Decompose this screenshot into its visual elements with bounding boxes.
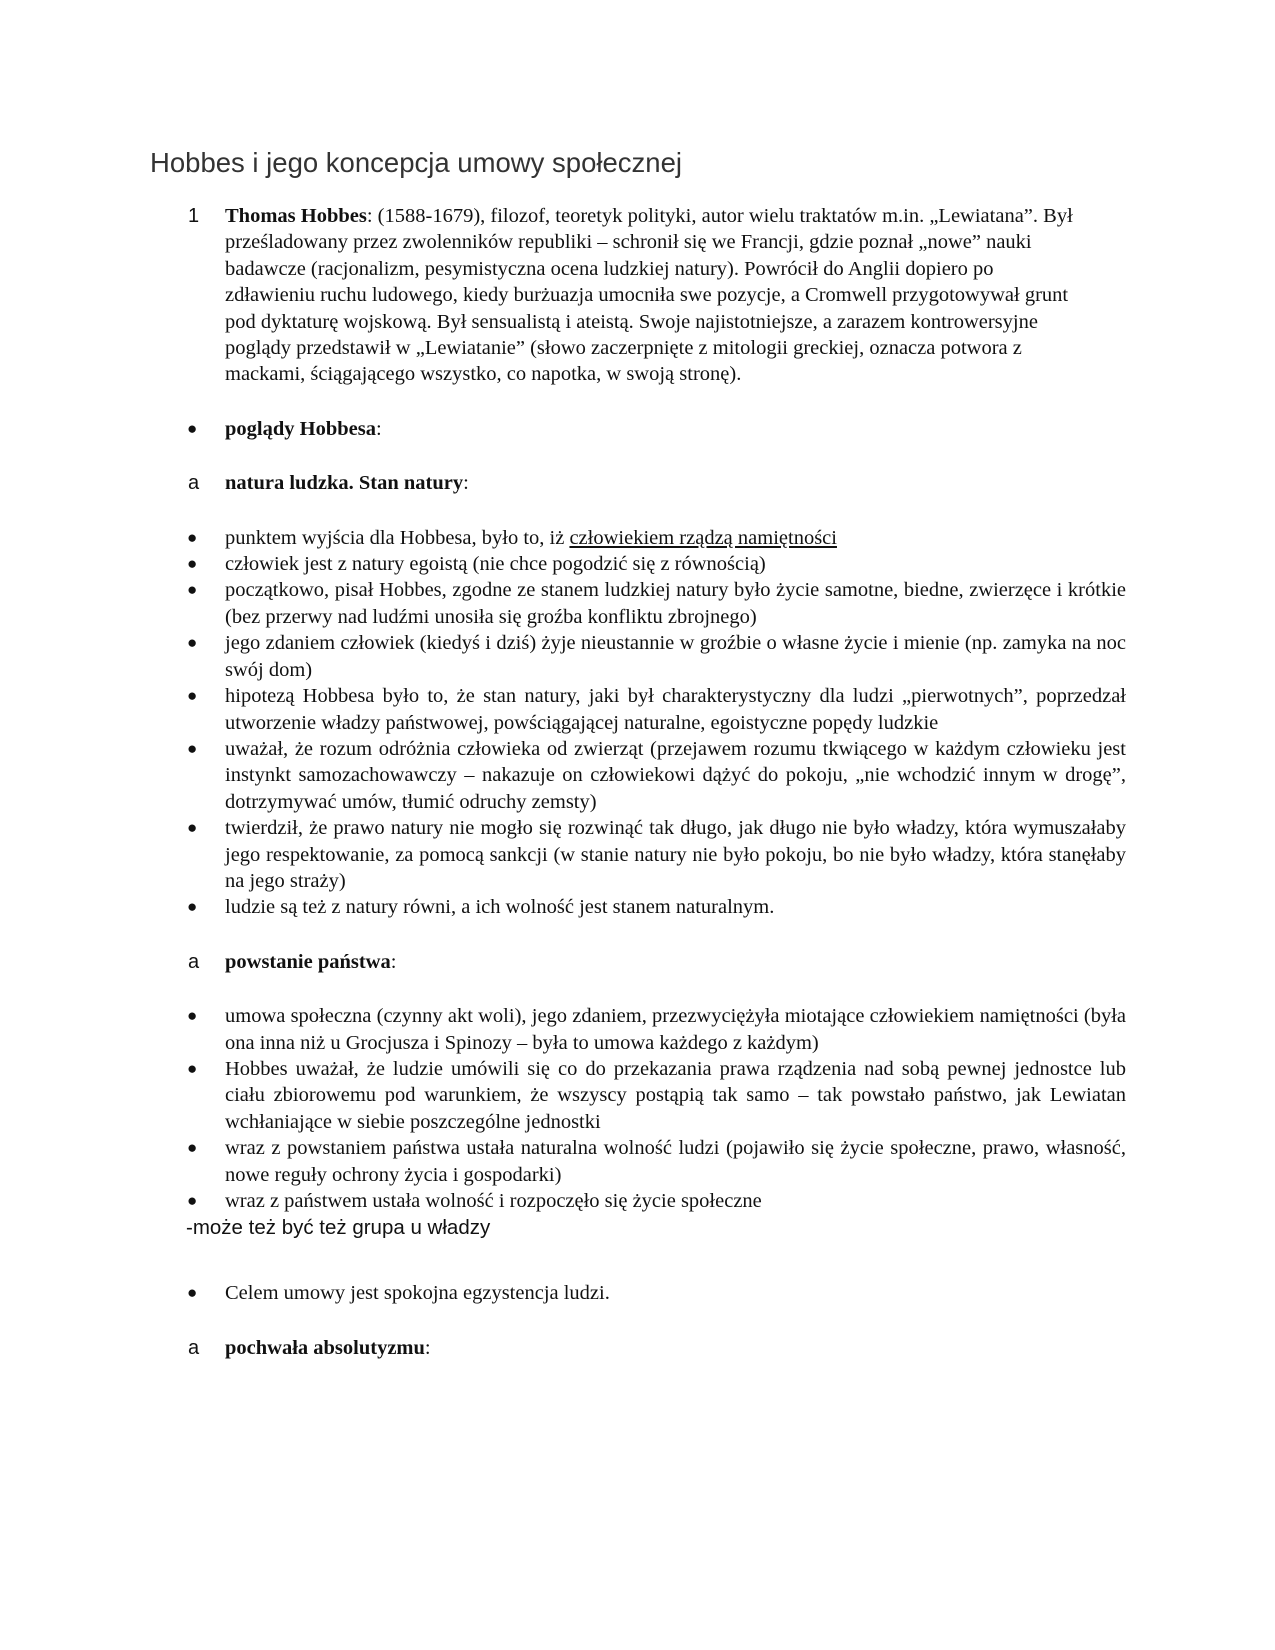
bullet-text: początkowo, pisał Hobbes, zgodne ze stanem ludzkiej natury było życie samotne, biedne, zwierzęce i krótkie (bez przerwy nad ludźmi unosiła się groźba konfliktu zbrojnego): [225, 579, 1126, 628]
bullet-text: twierdził, że prawo natury nie mogło się rozwinąć tak długo, jak długo nie było władzy, która wymuszałaby jego respektowanie, za pomocą sankcji (w stanie natury nie było pokoju, bo nie było władzy, która stanęłaby na jego straży): [225, 817, 1126, 892]
bullet-icon: ●: [187, 897, 198, 917]
list-item: [180, 683, 1126, 736]
list-letter: a: [188, 472, 200, 495]
list-item: [180, 894, 1126, 920]
list-item: [180, 736, 1126, 815]
heading-text: powstanie państwa: [225, 950, 391, 973]
bullet-icon: ●: [187, 580, 198, 600]
bullet-icon: ●: [187, 1138, 198, 1158]
bullet-icon: ●: [187, 418, 198, 438]
bullet-icon: ●: [187, 1283, 198, 1303]
document-page: [0, 146, 1275, 1361]
intro-item: [180, 203, 1126, 388]
intro-body: : (1588-1679), filozof, teoretyk polityki, autor wielu traktatów m.in. „Lewiatana”. Był prześladowany przez zwolenników republiki – schronił się we Francji, gdzie poznał „nowe” nauki badawcze (racjonalizm, pesymistyczna ocena ludzkiej natury). Powrócił do Anglii dopiero po zdławieniu ruchu ludowego, kiedy burżuazja umocniła swe pozycje, a Cromwell przygotowywał grunt pod dyktaturę wojskową. Był sensualistą i ateistą. Swoje najistotniejsze, a zarazem kontrowersyjne poglądy przedstawił w „Lewiatanie” (słowo zaczerpnięte z mitologii greckiej, oznacza potwora z mackami, ściągającego wszystko, co napotka, w swoją stronę).: [225, 205, 1073, 386]
bullet-icon: ●: [187, 738, 198, 758]
intro-bold: Thomas Hobbes: [225, 205, 367, 227]
nature-heading: [180, 470, 1126, 496]
bullet-icon: ●: [187, 1006, 198, 1026]
bullet-text: wraz z państwem ustała wolność i rozpoczęło się życie społeczne: [225, 1190, 762, 1212]
list-item: [180, 525, 1126, 551]
bullet-icon: ●: [187, 527, 198, 547]
views-heading: [180, 416, 1126, 442]
bullet-text: człowiek jest z natury egoistą (nie chce pogodzić się z równością): [225, 553, 766, 576]
heading-text: poglądy Hobbesa: [225, 417, 376, 440]
bullet-icon: ●: [187, 818, 198, 838]
bullet-text: uważał, że rozum odróżnia człowieka od zwierząt (przejawem rozumu tkwiącego w każdym człowieku jest instynkt samozachowawczy – nakazuje on człowiekowi dążyć do pokoju, „nie wchodzić innym w drogę”, dotrzymywać umów, tłumić odruchy zemsty): [225, 737, 1126, 813]
list-item: [180, 1056, 1126, 1135]
document-title: Hobbes i jego koncepcja umowy społecznej: [150, 147, 682, 178]
absolutism-heading: [180, 1335, 1126, 1361]
state-bullets: [180, 1003, 1126, 1214]
list-item: [180, 1188, 1126, 1214]
handwritten-note: -może też być też grupa u władzy: [186, 1216, 491, 1240]
nature-bullets: [180, 525, 1126, 921]
bullet-text: jego zdaniem człowiek (kiedyś i dziś) żyje nieustannie w groźbie o własne życie i mienie (np. zamyka na noc swój dom): [225, 632, 1126, 681]
bullet-text: ludzie są też z natury równi, a ich wolność jest stanem naturalnym.: [225, 896, 775, 919]
list-item: [180, 630, 1126, 683]
bullet-text: punktem wyjścia dla Hobbesa, było to, iż: [225, 526, 570, 549]
list-number: 1: [188, 205, 200, 227]
goal-item: [180, 1280, 1126, 1306]
list-letter: a: [188, 1336, 200, 1359]
heading-text: pochwała absolutyzmu: [225, 1336, 425, 1359]
list-item: [180, 577, 1126, 630]
heading-suffix: :: [375, 417, 382, 440]
bullet-text: wraz z powstaniem państwa ustała naturalna wolność ludzi (pojawiło się życie społeczne, prawo, własność, nowe reguły ochrony życia i gospodarki): [225, 1137, 1126, 1186]
bullet-icon: ●: [187, 686, 198, 706]
intro-text: [225, 203, 1126, 388]
underlined-text: człowiekiem rządzą namiętności: [569, 526, 837, 549]
list-item: [180, 1003, 1126, 1056]
bullet-text: hipotezą Hobbesa było to, że stan natury, jaki był charakterystyczny dla ludzi „pierwotnych”, poprzedzał utworzenie władzy państwowej, powściągającej naturalne, egoistyczne popędy ludzkie: [225, 685, 1126, 734]
list-letter: a: [188, 950, 200, 973]
bullet-icon: ●: [187, 633, 198, 653]
list-item: [180, 551, 1126, 577]
state-heading: [180, 949, 1126, 975]
list-item: [180, 1135, 1126, 1188]
bullet-icon: ●: [187, 1058, 198, 1078]
heading-text: natura ludzka. Stan natury: [225, 472, 464, 495]
bullet-icon: ●: [187, 1191, 198, 1210]
list-item: [180, 815, 1126, 894]
bullet-text: umowa społeczna (czynny akt woli), jego zdaniem, przezwyciężyła miotające człowiekiem namiętności (była ona inna niż u Grocjusza i Spinozy – była to umowa każdego z każdym): [225, 1005, 1126, 1054]
bullet-text: Celem umowy jest spokojna egzystencja ludzi.: [225, 1282, 610, 1305]
heading-suffix: :: [390, 950, 397, 973]
bullet-icon: ●: [187, 554, 198, 574]
heading-suffix: :: [424, 1336, 431, 1359]
heading-suffix: :: [463, 472, 469, 495]
bullet-text: Hobbes uważał, że ludzie umówili się co do przekazania prawa rządzenia nad sobą pewnej jednostce lub ciału zbiorowemu pod warunkiem, że wszyscy postąpią tak samo – tak powstało państwo, jak Lewiatan wchłaniające w siebie poszczególne jednostki: [225, 1057, 1126, 1133]
